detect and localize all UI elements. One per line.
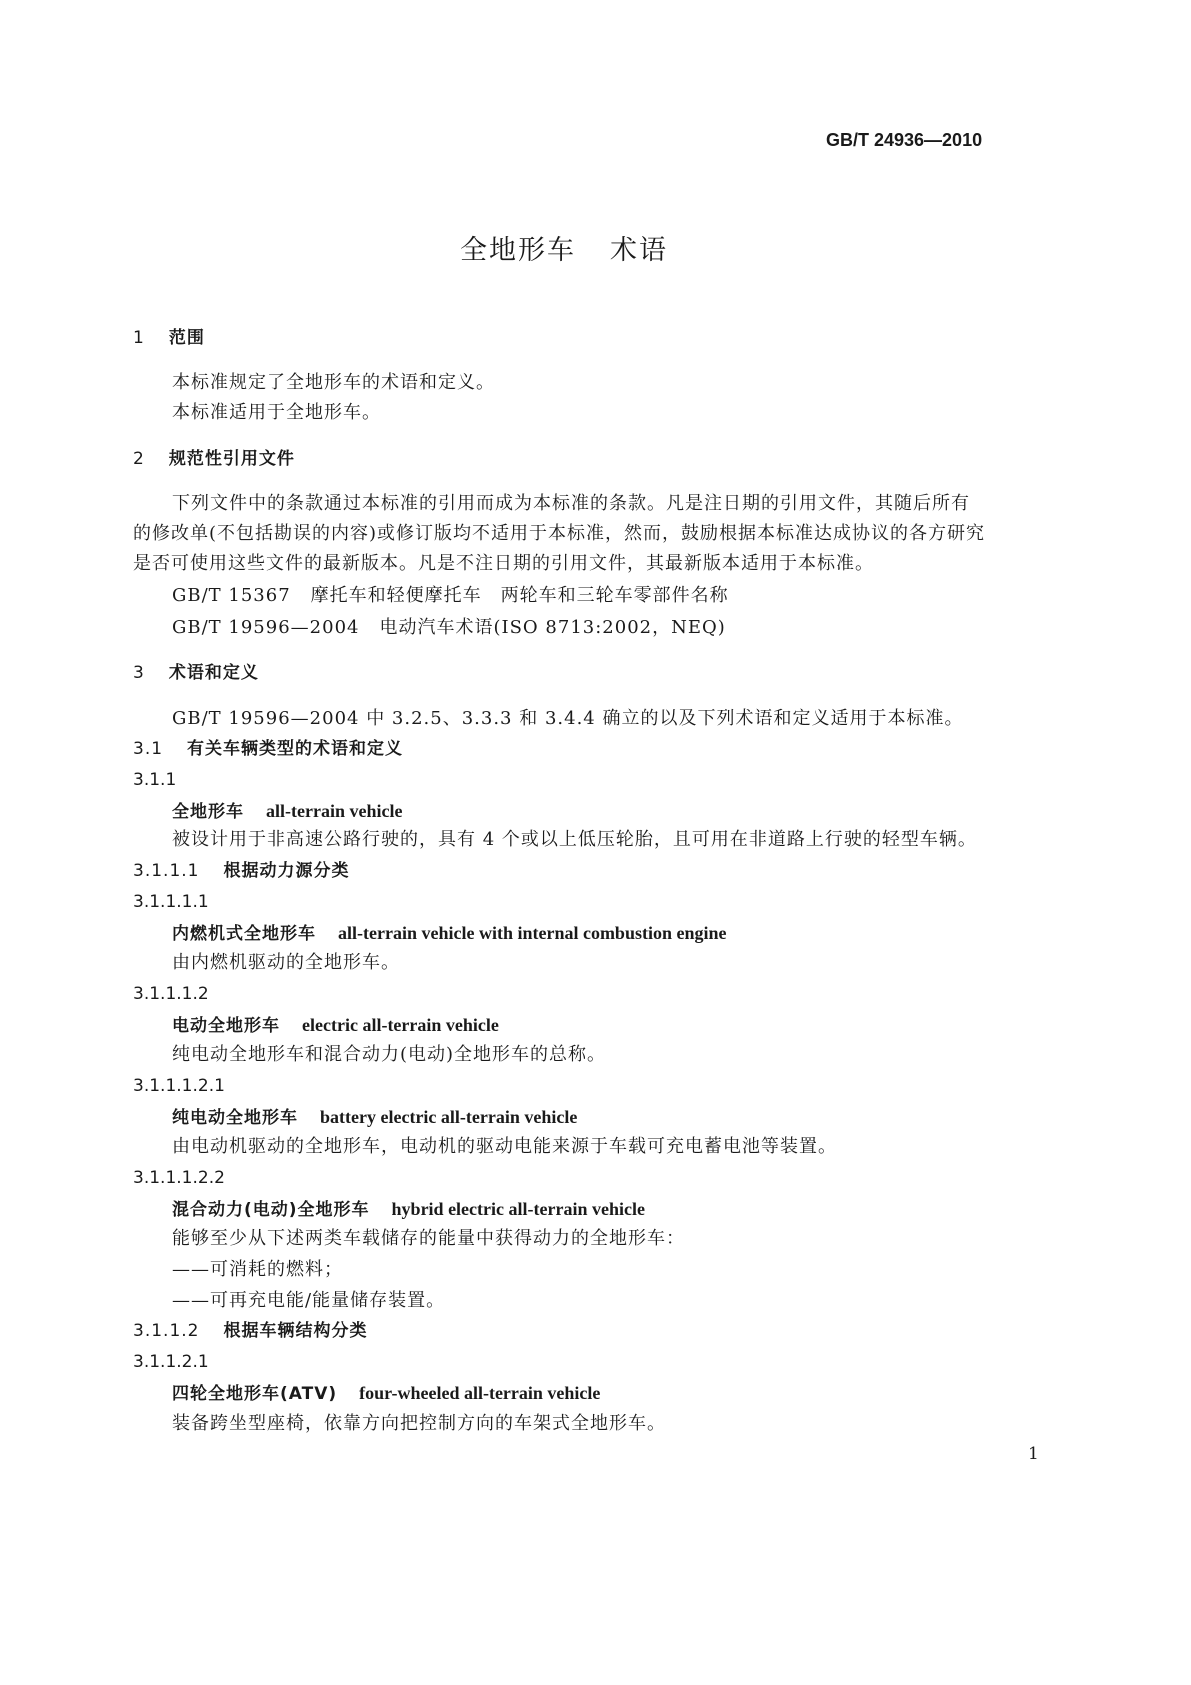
- term-chinese: 纯电动全地形车: [172, 1108, 298, 1128]
- section-number: 3: [133, 663, 145, 683]
- term-chinese: 电动全地形车: [172, 1016, 280, 1036]
- section-title: 有关车辆类型的术语和定义: [187, 739, 404, 759]
- list-item: ——可消耗的燃料；: [172, 1259, 343, 1280]
- page-title: [460, 228, 668, 267]
- section-number: 3.1: [133, 739, 164, 759]
- term-english: all-terrain vehicle with internal combustion engine: [338, 923, 727, 943]
- section-title: 术语和定义: [168, 663, 259, 683]
- term-number: 3.1.1: [133, 770, 177, 790]
- term-chinese: 全地形车: [172, 802, 244, 822]
- term-chinese: 四轮全地形车(ATV): [172, 1384, 338, 1404]
- term-definition: 由内燃机驱动的全地形车。: [172, 952, 400, 973]
- term-english: four-wheeled all-terrain vehicle: [359, 1383, 601, 1403]
- section-number: 3.1.1.1: [133, 861, 200, 881]
- section-title: 范围: [168, 328, 205, 348]
- page-number: 1: [1028, 1444, 1039, 1464]
- section-title: 根据车辆结构分类: [223, 1321, 368, 1341]
- term-entry: [172, 1011, 499, 1036]
- term-definition: 被设计用于非高速公路行驶的，具有 4 个或以上低压轮胎，且可用在非道路上行驶的轻型车辆。: [172, 829, 977, 850]
- paragraph: GB/T 19596—2004 中 3.2.5、3.3.3 和 3.4.4 确立的以及下列术语和定义适用于本标准。: [172, 708, 964, 729]
- subsection-heading: [133, 736, 403, 762]
- term-definition: 能够至少从下述两类车载储存的能量中获得动力的全地形车：: [172, 1228, 685, 1249]
- title-part1: 全地形车: [460, 235, 576, 266]
- section-1-heading: [133, 325, 205, 351]
- term-definition: 纯电动全地形车和混合动力(电动)全地形车的总称。: [172, 1044, 607, 1065]
- section-number: 1: [133, 328, 145, 348]
- list-item: ——可再充电能/能量储存装置。: [172, 1290, 446, 1311]
- paragraph: 本标准适用于全地形车。: [172, 402, 381, 423]
- term-entry: [172, 1103, 577, 1128]
- reference-code: GB/T 19596—2004: [172, 617, 360, 638]
- reference-item: [172, 582, 729, 610]
- paragraph: 的修改单(不包括勘误的内容)或修订版均不适用于本标准，然而，鼓励根据本标准达成协议的各方研究: [133, 523, 986, 544]
- term-entry: [172, 797, 402, 822]
- paragraph: 下列文件中的条款通过本标准的引用而成为本标准的条款。凡是注日期的引用文件，其随后所有: [172, 493, 970, 514]
- section-number: 3.1.1.2: [133, 1321, 200, 1341]
- term-number: 3.1.1.1.2: [133, 984, 209, 1004]
- term-definition: 由电动机驱动的全地形车，电动机的驱动电能来源于车载可充电蓄电池等装置。: [172, 1136, 837, 1157]
- reference-name: 摩托车和轻便摩托车 两轮车和三轮车零部件名称: [310, 585, 729, 606]
- section-2-heading: [133, 446, 295, 472]
- section-title: 规范性引用文件: [168, 449, 295, 469]
- term-entry: [172, 1379, 600, 1404]
- reference-item: [172, 614, 726, 642]
- term-number: 3.1.1.1.2.2: [133, 1168, 225, 1188]
- paragraph: 是否可使用这些文件的最新版本。凡是不注日期的引用文件，其最新版本适用于本标准。: [133, 553, 874, 574]
- term-chinese: 内燃机式全地形车: [172, 924, 316, 944]
- section-3-heading: [133, 660, 259, 686]
- reference-code: GB/T 15367: [172, 585, 291, 606]
- term-number: 3.1.1.1.2.1: [133, 1076, 225, 1096]
- term-entry: [172, 1195, 645, 1220]
- section-number: 2: [133, 449, 145, 469]
- subsection-heading: [133, 858, 349, 884]
- term-english: electric all-terrain vehicle: [302, 1015, 499, 1035]
- term-entry: [172, 919, 726, 944]
- term-definition: 装备跨坐型座椅，依靠方向把控制方向的车架式全地形车。: [172, 1413, 666, 1434]
- paragraph: 本标准规定了全地形车的术语和定义。: [172, 372, 495, 393]
- subsection-heading: [133, 1318, 367, 1344]
- term-number: 3.1.1.1.1: [133, 892, 209, 912]
- term-number: 3.1.1.2.1: [133, 1352, 209, 1372]
- title-part2: 术语: [610, 235, 668, 266]
- doc-code: GB/T 24936—2010: [826, 130, 983, 150]
- section-title: 根据动力源分类: [223, 861, 350, 881]
- term-chinese: 混合动力(电动)全地形车: [172, 1200, 370, 1220]
- reference-name: 电动汽车术语(ISO 8713:2002，NEQ): [379, 617, 726, 638]
- term-english: battery electric all-terrain vehicle: [320, 1107, 578, 1127]
- term-english: hybrid electric all-terrain vehicle: [391, 1199, 645, 1219]
- term-english: all-terrain vehicle: [266, 801, 403, 821]
